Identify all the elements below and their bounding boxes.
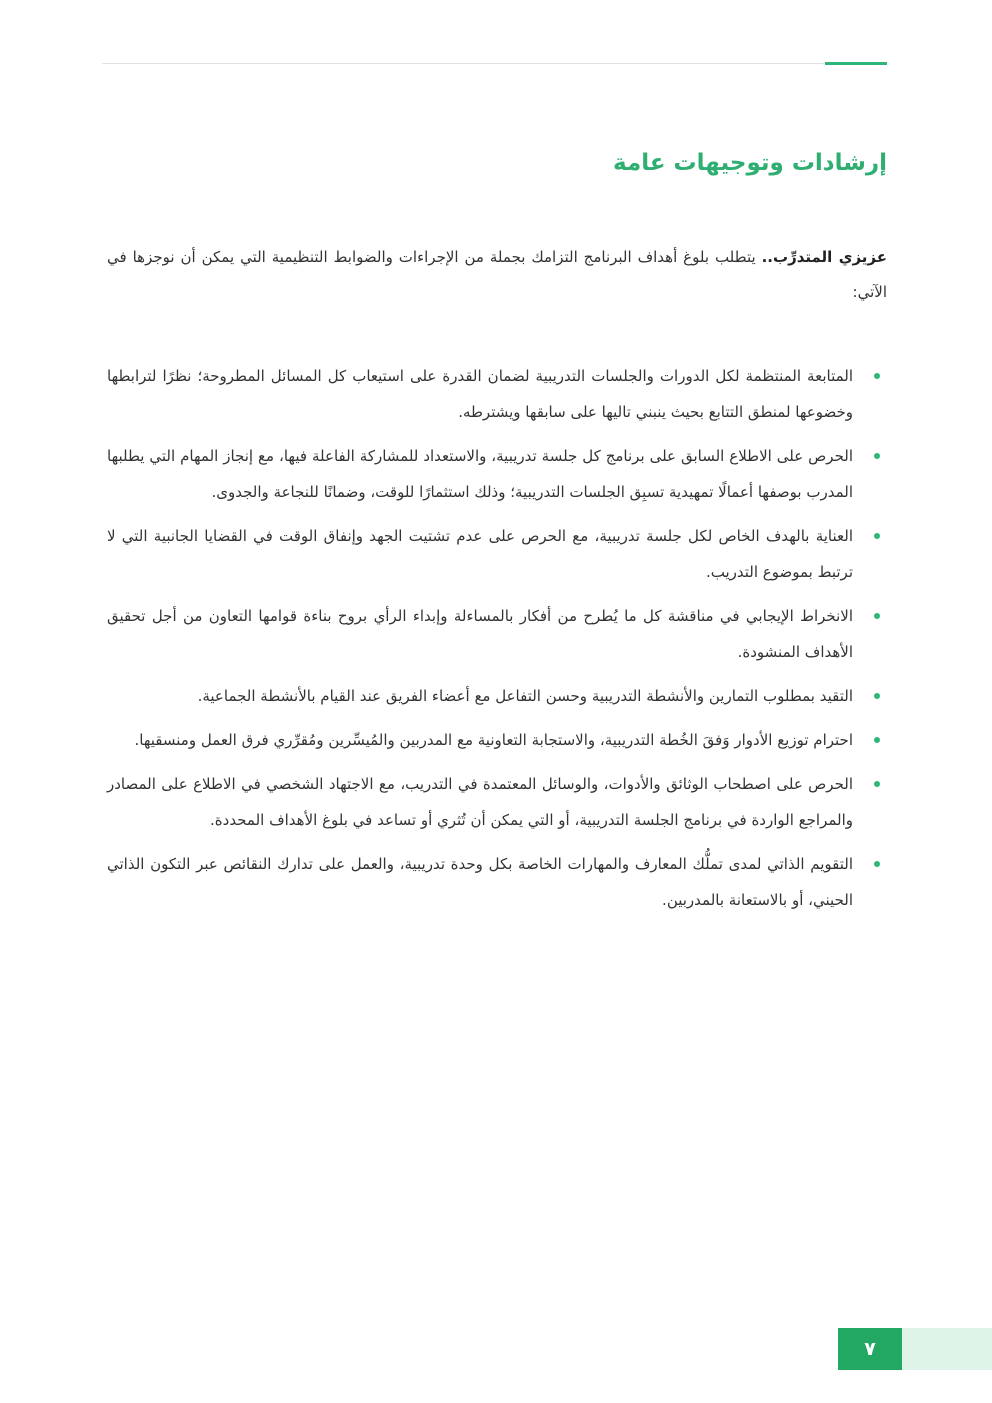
guideline-text: العناية بالهدف الخاص لكل جلسة تدريبية، مع الحرص على عدم تشتيت الجهد وإنفاق الوقت في القضايا الجانبية التي لا ترتبط بموضوع التدريب. [107, 527, 853, 581]
guideline-item [107, 598, 887, 670]
guideline-item [107, 358, 887, 430]
guideline-item [107, 846, 887, 918]
guideline-text: الحرص على الاطلاع السابق على برنامج كل جلسة تدريبية، والاستعداد للمشاركة الفاعلة فيها، مع إنجاز المهام التي يطلبها المدرب بوصفها أعمالًا تمهيدية تسبِق الجلسات التدريبية؛ وذلك استثمارًا للوقت، وضمانًا للنجاعة والجدوى. [107, 447, 853, 501]
bullet-icon [874, 453, 880, 459]
bullet-icon [874, 533, 880, 539]
header-divider [102, 63, 887, 64]
guideline-text: التقويم الذاتي لمدى تملُّك المعارف والمهارات الخاصة بكل وحدة تدريبية، والعمل على تدارك النقائص عبر التكون الذاتي الحيني، أو بالاستعانة بالمدربين. [107, 855, 853, 909]
bullet-icon [874, 373, 880, 379]
header-accent-bar [825, 62, 887, 65]
bullet-icon [874, 613, 880, 619]
guideline-text: المتابعة المنتظمة لكل الدورات والجلسات التدريبية لضمان القدرة على استيعاب كل المسائل المطروحة؛ نظرًا لترابطها وخضوعها لمنطق التتابع بحيث ينبني تاليها على سابقها ويشترطه. [107, 367, 853, 421]
bullet-icon [874, 693, 880, 699]
page-title: إرشادات وتوجيهات عامة [613, 150, 887, 176]
bullet-icon [874, 781, 880, 787]
guideline-item [107, 678, 887, 714]
guideline-item [107, 766, 887, 838]
bullet-icon [874, 737, 880, 743]
guideline-item [107, 722, 887, 758]
intro-lead: عزيزي المتدرِّب.. [761, 248, 887, 266]
guideline-item [107, 438, 887, 510]
bullet-icon [874, 861, 880, 867]
intro-paragraph [107, 240, 887, 310]
guideline-text: احترام توزيع الأدوار وَفقَ الخُطة التدريبية، والاستجابة التعاونية مع المدربين والمُيسِّرين ومُقرِّري فرق العمل ومنسقيها. [134, 731, 853, 749]
intro-text: يتطلب بلوغ أهداف البرنامج التزامك بجملة من الإجراءات والضوابط التنظيمية التي يمكن أن نوجزها في الآتي: [107, 248, 887, 301]
guideline-text: الانخراط الإيجابي في مناقشة كل ما يُطرح من أفكار بالمساءلة وإبداء الرأي بروح بناءة قوامها التعاون من أجل تحقيق الأهداف المنشودة. [107, 607, 853, 661]
page-number: ٧ [838, 1328, 902, 1370]
guideline-item [107, 518, 887, 590]
guideline-text: الحرص على اصطحاب الوثائق والأدوات، والوسائل المعتمدة في التدريب، مع الاجتهاد الشخصي في الاطلاع على المصادر والمراجع الواردة في برنامج الجلسة التدريبية، أو التي يمكن أن تُثري أو تساعد في بلوغ الأهداف المحددة. [107, 775, 853, 829]
guidelines-list [107, 358, 887, 926]
guideline-text: التقيد بمطلوب التمارين والأنشطة التدريبية وحسن التفاعل مع أعضاء الفريق عند القيام بالأنشطة الجماعية. [197, 687, 853, 705]
